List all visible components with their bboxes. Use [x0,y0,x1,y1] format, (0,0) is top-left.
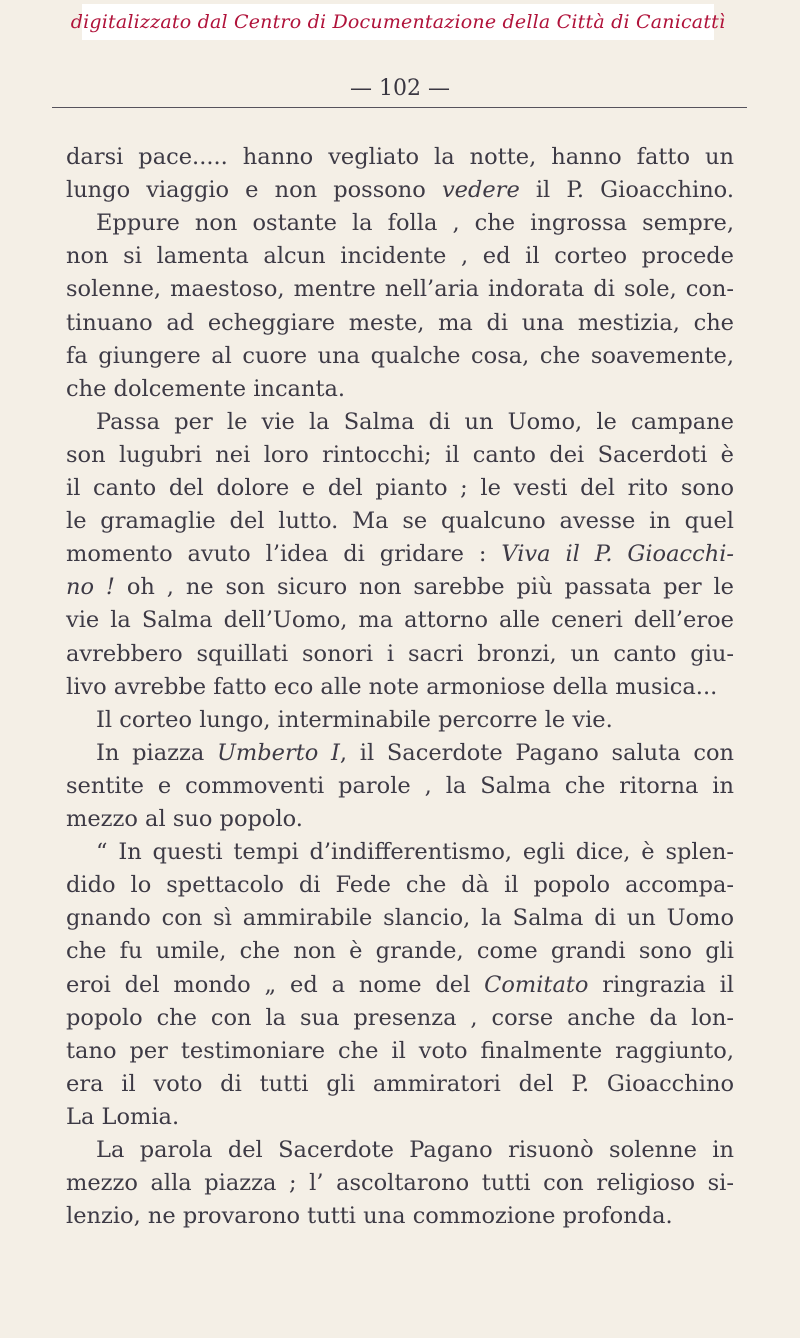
text-line: In piazza Umberto I, il Sacerdote Pagano saluta con [96,739,734,766]
text-line: mezzo al suo popolo. [66,806,303,832]
text-line: darsi pace..... hanno vegliato la notte, hanno fatto un [66,144,734,170]
text-line: solenne, maestoso, mentre nell’aria indorata di sole, con- [66,276,734,303]
text-line: eroi del mondo „ ed a nome del Comitato ringrazia il [66,971,734,998]
text-line: son lugubri nei loro rintocchi; il canto dei Sacerdoti è [66,441,734,468]
text-line: avrebbero squillati sonori i sacri bronzi, un canto giu- [66,640,734,667]
text-line: il canto del dolore e del pianto ; le vesti del rito sono [66,475,734,501]
text-line: livo avrebbe fatto eco alle note armoniose della musica... [66,673,718,700]
text-line: popolo che con la sua presenza , corse anche da lon- [66,1004,734,1031]
text-line: sentite e commoventi parole , la Salma che ritorna in [66,772,734,799]
text-line: La Lomia. [66,1103,180,1130]
digitization-watermark: digitalizzato dal Centro di Documentazione della Città di Canicattì [82,4,714,40]
text-line: Eppure non ostante la folla , che ingrossa sempre, [96,210,734,237]
text-line: lungo viaggio e non possono vedere il P. Gioacchino. [66,177,734,204]
text-line: momento avuto l’idea di gridare : Viva il P. Gioacchi- [66,541,734,568]
text-line: “ In questi tempi d’indifferentismo, egli dice, è splen- [96,839,734,866]
text-line: Passa per le vie la Salma di un Uomo, le campane [96,408,734,435]
text-line: dido lo spettacolo di Fede che dà il popolo accompa- [66,872,734,899]
text-line: vie la Salma dell’Uomo, ma attorno alle ceneri dell’eroe [66,607,734,634]
text-line: era il voto di tutti gli ammiratori del P. Gioacchino [66,1070,734,1097]
text-line: La parola del Sacerdote Pagano risuonò solenne in [96,1137,734,1163]
text-line: gnando con sì ammirabile slancio, la Salma di un Uomo [66,905,734,932]
text-line: che fu umile, che non è grande, come grandi sono gli [66,938,734,965]
page-number: — 102 — [350,76,450,101]
text-line: che dolcemente incanta. [66,375,346,402]
text-line: tano per testimoniare che il voto finalmente raggiunto, [66,1037,734,1064]
text-line: fa giungere al cuore una qualche cosa, che soavemente, [66,342,734,369]
text-line: le gramaglie del lutto. Ma se qualcuno avesse in quel [66,508,734,535]
header-rule [52,107,747,108]
text-line: tinuano ad echeggiare meste, ma di una mestizia, che [66,309,734,336]
text-line: no ! oh , ne son sicuro non sarebbe più passata per le [66,574,734,601]
text-line: non si lamenta alcun incidente , ed il corteo procede [66,243,734,270]
text-line: mezzo alla piazza ; l’ ascoltarono tutti con religioso si- [66,1170,734,1197]
text-line: lenzio, ne provarono tutti una commozione profonda. [66,1203,673,1230]
text-line: Il corteo lungo, interminabile percorre le vie. [96,706,613,733]
